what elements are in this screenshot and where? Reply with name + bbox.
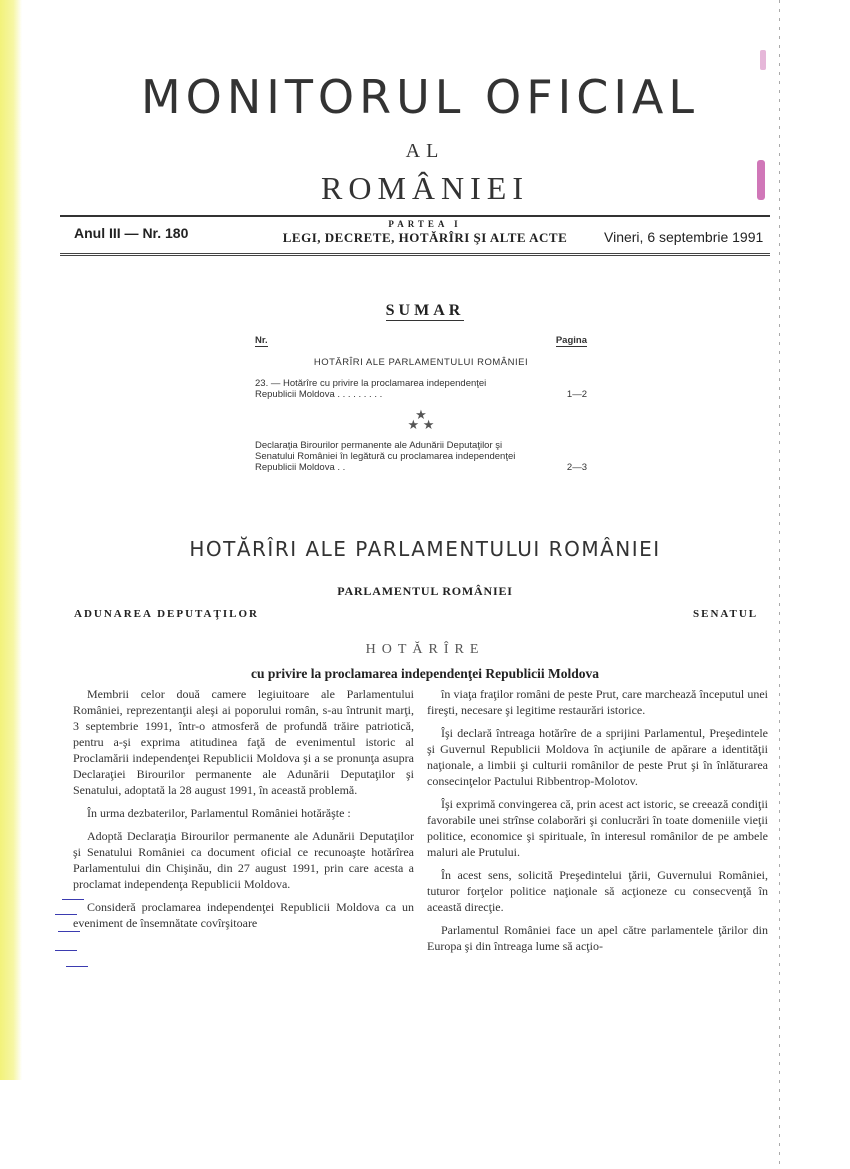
issue-number: Anul III — Nr. 180 — [74, 225, 189, 241]
paragraph: Îşi declară întreaga hotărîre de a sprijini Parlamentul, Preşedintele şi Guvernul Republicii Moldova în acţiunile de apărare a identităţii naţionale, a limbii şi culturii românilor de peste Prut şi în înlăturarea consecinţelor Pactului Ribbentrop-Molotov. — [427, 726, 768, 788]
body-column-right — [427, 686, 768, 961]
summary-row-page: 2—3 — [566, 462, 587, 473]
issue-part — [260, 219, 590, 246]
summary-row-text: 23. — Hotărîre cu privire la proclamarea independenţei Republicii Moldova . . . . . . . . . — [255, 378, 487, 400]
summary-table — [255, 335, 587, 473]
acts-label: LEGI, DECRETE, HOTĂRÎRI ŞI ALTE ACTE — [282, 230, 568, 245]
masthead — [60, 70, 780, 124]
publication-title-al: AL — [405, 140, 445, 162]
summary-title: SUMAR — [385, 302, 465, 319]
paragraph: Consideră proclamarea independenţei Republicii Moldova ca un eveniment de însemnătate covîrşitoare — [73, 900, 414, 930]
decision-subject: cu privire la proclamarea independenţei Republicii Moldova — [250, 666, 599, 681]
section-heading: HOTĂRÎRI ALE PARLAMENTULUI ROMÂNIEI — [189, 537, 661, 561]
parliament-label: PARLAMENTUL ROMÂNIEI — [337, 584, 513, 598]
header-rule-bottom — [60, 253, 770, 256]
paragraph: În urma dezbaterilor, Parlamentul României hotărăşte : — [87, 806, 351, 820]
publication-title: MONITORUL OFICIAL — [140, 70, 700, 124]
summary-row-page: 1—2 — [566, 389, 587, 400]
summary-header — [255, 335, 587, 347]
pen-mark — [55, 950, 77, 951]
part-label: PARTEA I — [388, 219, 462, 229]
paragraph: Adoptă Declaraţia Birourilor permanente ale Adunării Deputaţilor şi Senatului României ca document oficial ce recunoaşte hotărîrea Parlamentului din Chişinău, din 27 august 1991, prin care acesta a proclamat independenţa Republicii Moldova. — [73, 829, 414, 891]
paragraph: în viaţa fraţilor români de peste Prut, care marchează începutul unei fireşti, necesare şi legitime restaurări istorice. — [427, 687, 768, 717]
pen-mark — [62, 899, 84, 900]
stars-divider: ★ ★ ★ — [407, 407, 435, 432]
summary-row — [255, 440, 587, 473]
pen-mark — [66, 966, 88, 967]
summary-section: HOTĂRÎRI ALE PARLAMENTULUI ROMÂNIEI — [313, 357, 529, 368]
paragraph: În acest sens, solicită Preşedintelui ţării, Guvernului României, tuturor forţelor politice naţionale să acţioneze cu consecvenţă în această direcţie. — [427, 868, 768, 914]
paragraph: Membrii celor două camere legiuitoare ale Parlamentului României, reprezentanţii aleşi ai poporului român, s-au întrunit marţi, 3 septembrie 1991, într-o atmosferă de profundă trăire patriotică, pentru a-şi exprima atitudinea faţă de evenimentul istoric al Proclamării independenţei Republicii Moldova şi a se pronunţa asupra Declaraţiei Birourilor permanente ale Adunării Deputaţilor şi Senatului, adoptată la 28 august 1991, în această problemă. — [73, 687, 414, 797]
publication-title-country: ROMÂNIEI — [321, 170, 529, 206]
paragraph: Parlamentul României face un apel către parlamentele ţărilor din Europa şi din întreaga lume să acţio- — [427, 923, 768, 953]
summary-row-text: Declaraţia Birourilor permanente ale Adunării Deputaţilor şi Senatului României în legătură cu proclamarea independenţei Republicii Moldova . . — [255, 440, 516, 473]
summary-row — [255, 378, 587, 400]
summary-col-nr: Nr. — [255, 335, 268, 346]
paragraph: Îşi exprimă convingerea că, prin acest act istoric, se creează condiţii favorabile unei strînse colaborări şi conlucrări în toate domeniile vieţii politice, economice şi spirituale, în interesul românilor de pe ambele maluri ale Prutului. — [427, 797, 768, 859]
ink-stain-top — [760, 50, 766, 70]
pen-mark — [55, 914, 77, 915]
pen-mark — [58, 931, 80, 932]
body-column-left — [73, 686, 414, 938]
chamber-senate: SENATUL — [693, 608, 759, 620]
issue-date: Vineri, 6 septembrie 1991 — [604, 229, 764, 245]
decision-title: HOTĂRÎRE — [365, 642, 485, 657]
chamber-deputies: ADUNAREA DEPUTAŢILOR — [74, 608, 259, 620]
header-rule-top — [60, 215, 770, 217]
summary-col-page: Pagina — [555, 335, 587, 346]
